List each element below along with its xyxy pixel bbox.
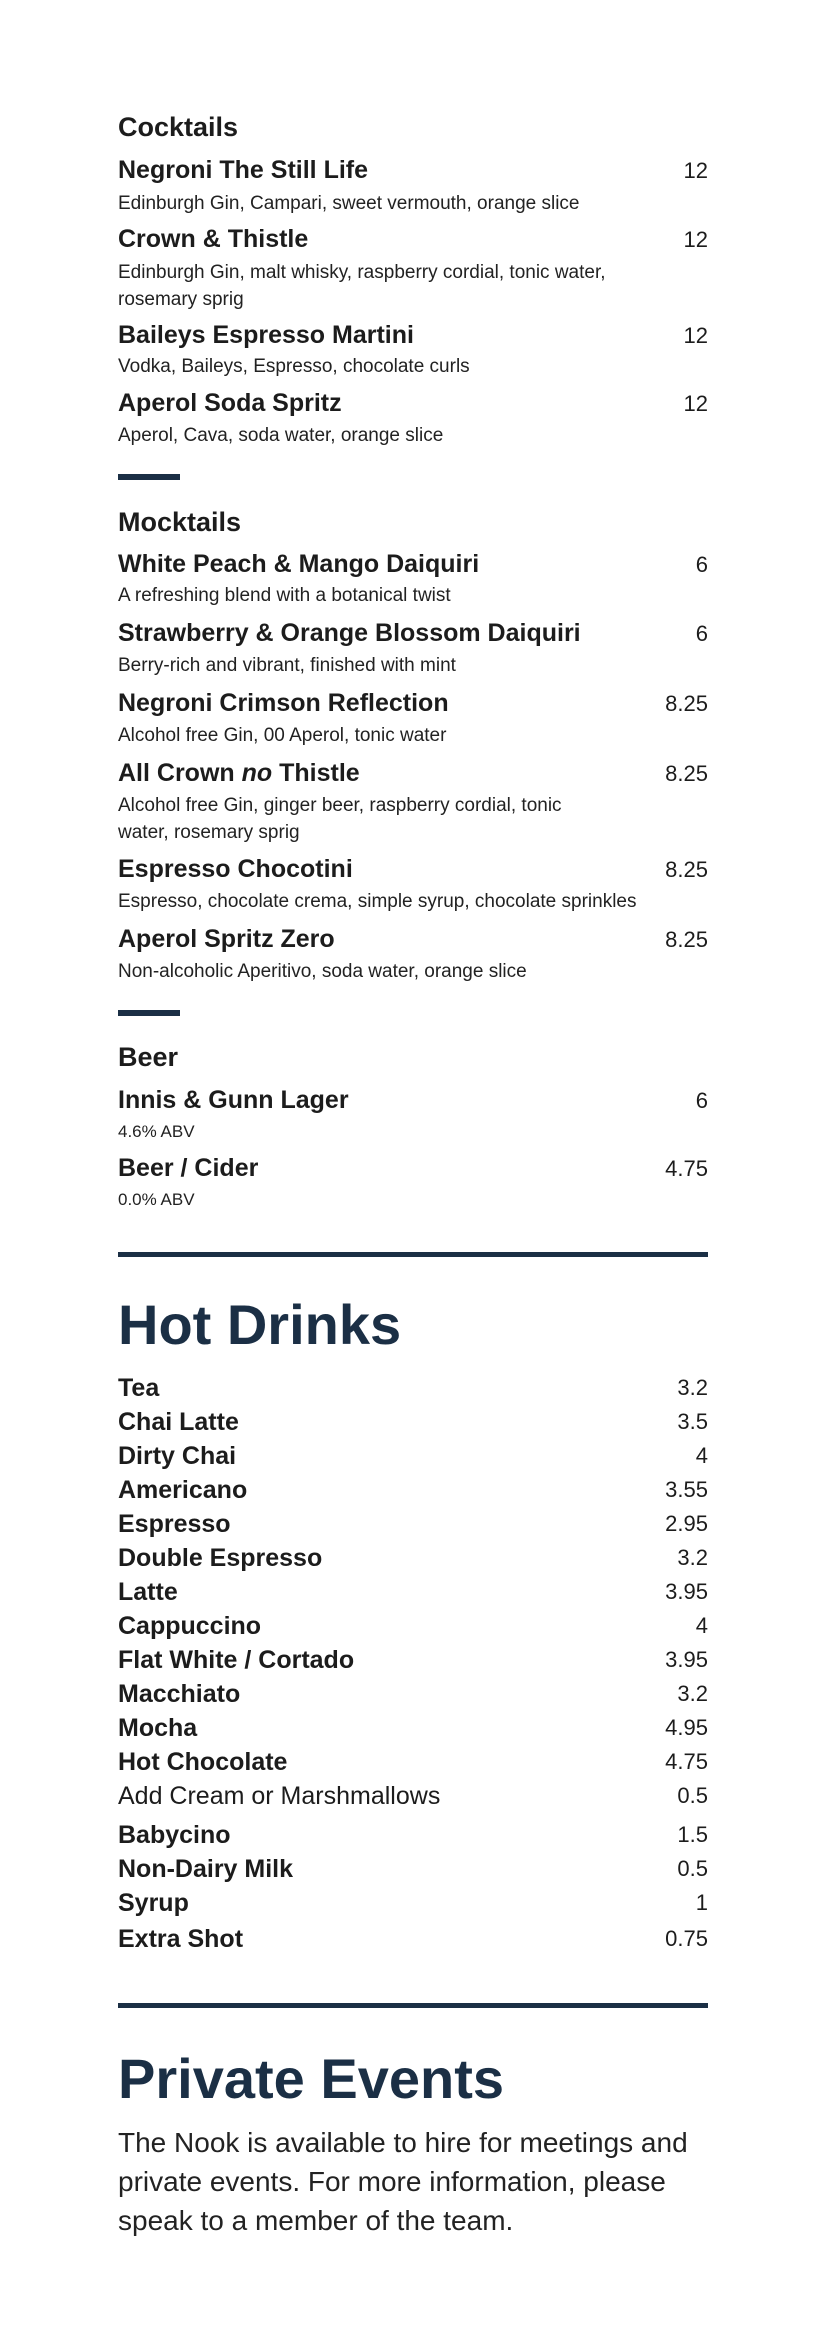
hot-drink-name: Macchiato bbox=[118, 1680, 241, 1708]
mocktails-title: Mocktails bbox=[118, 507, 242, 537]
cocktail-price: 12 bbox=[683, 227, 708, 252]
mocktail-name-part: All Crown bbox=[118, 759, 242, 787]
hot-drink-price: 2.95 bbox=[665, 1511, 708, 1536]
mocktail-desc: A refreshing blend with a botanical twist bbox=[118, 585, 451, 606]
private-events-text: The Nook is available to hire for meetings and private events. For more information, please speak to a member of the team. bbox=[118, 2127, 688, 2236]
hot-drink-price: 0.75 bbox=[665, 1926, 708, 1951]
hot-drink-name: Double Espresso bbox=[118, 1544, 323, 1572]
hot-drink-name: Espresso bbox=[118, 1510, 231, 1538]
mocktail-name-part: Thistle bbox=[272, 759, 360, 787]
section-divider bbox=[118, 1010, 180, 1016]
mocktail-desc: Non-alcoholic Aperitivo, soda water, orange slice bbox=[118, 961, 527, 982]
beer-title: Beer bbox=[118, 1042, 179, 1072]
cocktail-price: 12 bbox=[683, 391, 708, 416]
mocktail-price: 6 bbox=[695, 552, 708, 577]
cocktail-name: Baileys Espresso Martini bbox=[118, 321, 414, 349]
cocktail-name: Crown & Thistle bbox=[118, 225, 309, 253]
hot-drink-price: 4.75 bbox=[665, 1749, 708, 1774]
cocktail-name: Negroni The Still Life bbox=[118, 156, 369, 184]
cocktail-desc: Edinburgh Gin, malt whisky, raspberry cordial, tonic water, rosemary sprig bbox=[118, 262, 606, 310]
cocktail-price: 12 bbox=[683, 323, 708, 348]
cocktail-price: 12 bbox=[683, 158, 708, 183]
mocktail-desc: Berry-rich and vibrant, finished with mint bbox=[118, 655, 456, 676]
hot-drink-price: 1.5 bbox=[677, 1822, 708, 1847]
cocktails-title: Cocktails bbox=[118, 112, 239, 142]
mocktail-desc: Espresso, chocolate crema, simple syrup, chocolate sprinkles bbox=[118, 891, 637, 912]
cocktail-desc: Vodka, Baileys, Espresso, chocolate curls bbox=[118, 356, 470, 377]
hot-drink-name: Non-Dairy Milk bbox=[118, 1855, 294, 1883]
section-divider bbox=[118, 2003, 708, 2008]
hot-drink-price: 3.2 bbox=[677, 1375, 708, 1400]
hot-drink-name: Dirty Chai bbox=[118, 1442, 237, 1470]
hot-drink-name: Latte bbox=[118, 1578, 178, 1606]
hot-drink-name: Syrup bbox=[118, 1889, 189, 1917]
beer-price: 4.75 bbox=[665, 1156, 708, 1181]
mocktail-name: Aperol Spritz Zero bbox=[118, 925, 335, 953]
mocktail-price: 8.25 bbox=[665, 761, 708, 786]
hot-drink-addon-name: Add Cream or Marshmallows bbox=[118, 1782, 441, 1810]
hot-drink-name: Americano bbox=[118, 1476, 248, 1504]
mocktail-price: 8.25 bbox=[665, 927, 708, 952]
cocktail-name: Aperol Soda Spritz bbox=[118, 389, 342, 417]
mocktail-name: Strawberry & Orange Blossom Daiquiri bbox=[118, 619, 581, 647]
cocktail-desc: Aperol, Cava, soda water, orange slice bbox=[118, 425, 444, 446]
mocktail-price: 6 bbox=[695, 621, 708, 646]
hot-drink-name: Mocha bbox=[118, 1714, 198, 1742]
section-divider bbox=[118, 474, 180, 480]
hot-drink-name: Flat White / Cortado bbox=[118, 1646, 355, 1674]
mocktail-desc: Alcohol free Gin, ginger beer, raspberry cordial, tonic water, rosemary sprig bbox=[118, 795, 562, 843]
hot-drink-price: 3.2 bbox=[677, 1681, 708, 1706]
beer-name: Innis & Gunn Lager bbox=[118, 1086, 349, 1114]
beer-price: 6 bbox=[695, 1088, 708, 1113]
hot-drink-price: 4 bbox=[695, 1613, 708, 1638]
mocktail-name: White Peach & Mango Daiquiri bbox=[118, 550, 480, 578]
beer-desc: 4.6% ABV bbox=[118, 1122, 195, 1141]
hot-drinks-title: Hot Drinks bbox=[118, 1293, 402, 1356]
hot-drink-name: Extra Shot bbox=[118, 1925, 244, 1953]
hot-drink-price: 4 bbox=[695, 1443, 708, 1468]
hot-drink-name: Cappuccino bbox=[118, 1612, 262, 1640]
mocktail-name: Negroni Crimson Reflection bbox=[118, 689, 449, 717]
mocktail-name: Espresso Chocotini bbox=[118, 855, 353, 883]
hot-drink-price: 3.55 bbox=[665, 1477, 708, 1502]
hot-drink-price: 3.2 bbox=[677, 1545, 708, 1570]
hot-drink-name: Babycino bbox=[118, 1821, 231, 1849]
hot-drink-price: 3.5 bbox=[677, 1409, 708, 1434]
hot-drink-price: 4.95 bbox=[665, 1715, 708, 1740]
mocktail-desc: Alcohol free Gin, 00 Aperol, tonic water bbox=[118, 725, 447, 746]
hot-drink-name: Chai Latte bbox=[118, 1408, 239, 1436]
mocktail-name bbox=[118, 759, 360, 788]
beer-name: Beer / Cider bbox=[118, 1154, 259, 1182]
mocktail-price: 8.25 bbox=[665, 857, 708, 882]
mocktail-price: 8.25 bbox=[665, 691, 708, 716]
hot-drink-price: 3.95 bbox=[665, 1579, 708, 1604]
hot-drink-price: 3.95 bbox=[665, 1647, 708, 1672]
hot-drink-price: 0.5 bbox=[677, 1856, 708, 1881]
hot-drink-price: 0.5 bbox=[677, 1783, 708, 1808]
hot-drink-name: Hot Chocolate bbox=[118, 1748, 288, 1776]
private-events-title: Private Events bbox=[118, 2047, 504, 2110]
cocktail-desc: Edinburgh Gin, Campari, sweet vermouth, orange slice bbox=[118, 193, 580, 214]
hot-drink-name: Tea bbox=[118, 1374, 160, 1402]
hot-drink-price: 1 bbox=[695, 1890, 708, 1915]
beer-desc: 0.0% ABV bbox=[118, 1190, 195, 1209]
mocktail-name-emphasis: no bbox=[241, 759, 273, 787]
section-divider bbox=[118, 1252, 708, 1257]
